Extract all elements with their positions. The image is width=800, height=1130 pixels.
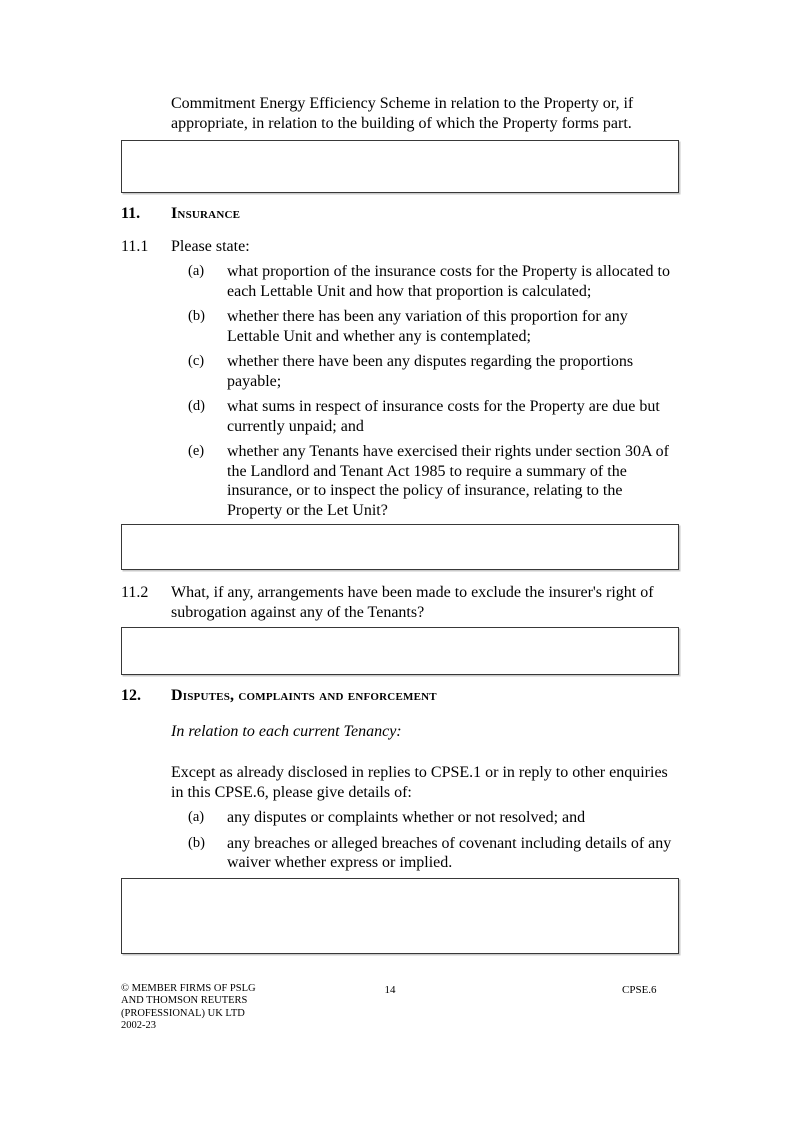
subitem-11-1-b	[188, 307, 679, 346]
footer-copyright-line-2: AND THOMSON REUTERS	[121, 995, 248, 1007]
subitem-11-1-a-label: (a)	[188, 263, 205, 279]
subitem-11-1-e-label: (e)	[188, 443, 205, 459]
section-11-number: 11.	[121, 205, 141, 222]
footer-copyright-line-4: 2002-23	[121, 1020, 156, 1032]
subitem-11-1-e-text: whether any Tenants have exercised their rights under section 30A of the Landlord and Tenant Act 1985 to require a summary of the insurance, or to inspect the policy of insurance, relating to the Property or the Let Unit?	[227, 443, 669, 519]
section-12-heading	[121, 686, 679, 706]
subitem-11-1-d	[188, 397, 679, 436]
subitem-11-1-d-label: (d)	[188, 398, 205, 414]
answer-box-intro[interactable]	[121, 140, 679, 193]
enquiry-11-1	[121, 237, 679, 257]
subitem-11-1-b-text: whether there has been any variation of this proportion for any Lettable Unit and whether any is contemplated;	[227, 308, 628, 345]
section-12-italic-note: In relation to each current Tenancy:	[171, 722, 402, 740]
footer-copyright	[121, 983, 301, 1033]
subitem-11-1-b-label: (b)	[188, 308, 205, 324]
subitem-11-1-c-label: (c)	[188, 353, 205, 369]
subitem-12-a-text: any disputes or complaints whether or not resolved; and	[227, 809, 586, 826]
subitem-11-1-a-text: what proportion of the insurance costs for the Property is allocated to each Lettable Unit and how that proportion is calculated;	[227, 263, 670, 300]
enquiry-11-2	[121, 583, 679, 622]
enquiry-11-1-number: 11.1	[121, 237, 149, 255]
enquiry-11-2-number: 11.2	[121, 584, 149, 601]
subitem-11-1-d-text: what sums in respect of insurance costs for the Property are due but currently unpaid; and	[227, 398, 660, 435]
enquiry-11-2-text: What, if any, arrangements have been made to exclude the insurer's right of subrogation against any of the Tenants?	[171, 584, 654, 621]
section-12-number: 12.	[121, 687, 141, 704]
subitem-12-b-text: any breaches or alleged breaches of covenant including details of any waiver whether express or implied.	[227, 834, 672, 871]
section-11-heading	[121, 204, 679, 224]
section-12-lead-paragraph: Except as already disclosed in replies to CPSE.1 or in reply to other enquiries in this CPSE.6, please give details of:	[171, 764, 668, 801]
footer-page-number: 14	[384, 983, 396, 996]
page-footer	[121, 983, 679, 1043]
answer-box-11-1[interactable]	[121, 524, 679, 570]
subitem-12-b	[188, 834, 679, 873]
subitem-11-1-c	[188, 352, 679, 391]
answer-box-12[interactable]	[121, 878, 679, 954]
section-12-title: Disputes, complaints and enforcement	[171, 687, 437, 704]
section-11-title: Insurance	[171, 205, 241, 222]
subitem-11-1-a	[188, 262, 679, 301]
subitem-12-b-label: (b)	[188, 834, 205, 851]
subitem-11-1-e	[188, 442, 679, 520]
subitem-12-a-label: (a)	[188, 809, 205, 825]
answer-box-11-2[interactable]	[121, 627, 679, 675]
footer-copyright-line-3: (PROFESSIONAL) UK LTD	[121, 1007, 245, 1019]
continuation-paragraph: Commitment Energy Efficiency Scheme in relation to the Property or, if appropriate, in relation to the building of which the Property forms part.	[171, 95, 634, 132]
subitem-11-1-c-text: whether there have been any disputes regarding the proportions payable;	[227, 353, 634, 390]
enquiry-11-1-text: Please state:	[171, 237, 250, 255]
footer-doc-ref: CPSE.6	[622, 983, 657, 996]
subitem-12-a	[188, 808, 679, 828]
footer-copyright-line-1: © MEMBER FIRMS OF PSLG	[121, 982, 256, 994]
